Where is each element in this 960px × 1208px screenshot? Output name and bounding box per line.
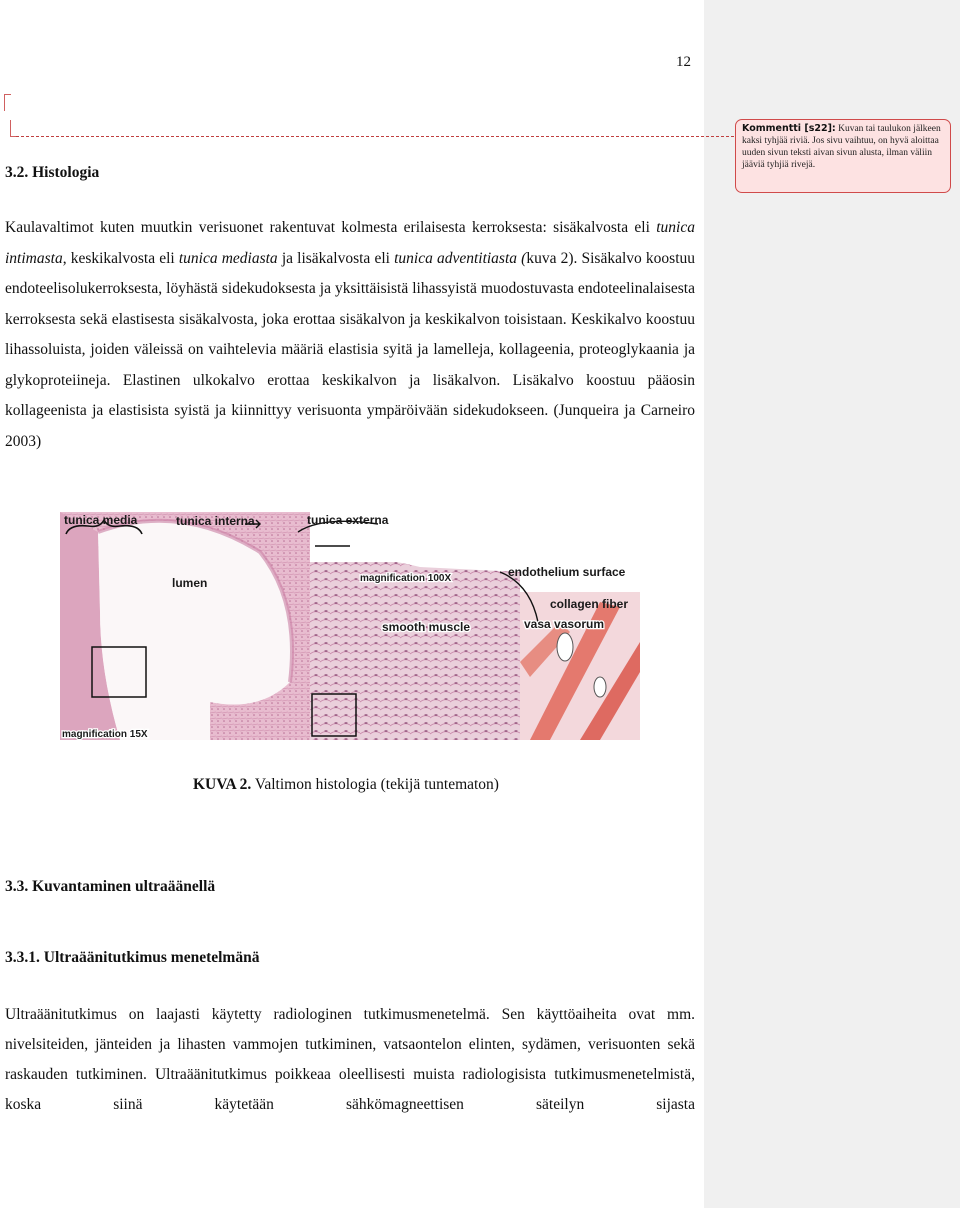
caption-label: KUVA 2. xyxy=(193,776,252,793)
caption-text: Valtimon histologia (tekijä tuntematon) xyxy=(251,776,499,793)
para1-term-media: tunica mediasta xyxy=(178,249,278,267)
comment-title: Kommentti [s22]: xyxy=(742,123,836,134)
para1-text-1: Kaulavaltimot kuten muutkin verisuonet rakentuvat kolmesta erilaisesta kerroksesta: sisäkalvosta eli xyxy=(5,219,657,236)
para1-term-adventitia: tunica adventitiasta ( xyxy=(394,249,527,267)
label-tunica-interna: tunica interna xyxy=(176,514,255,528)
paragraph-ultrasound: Ultraäänitutkimus on laajasti käytetty radiologinen tutkimusmenetelmä. Sen käyttöaiheita ovat mm. nivelsiteiden, jänteiden ja lihasten vammojen tutkiminen, vatsaontelon elinten, sydämen, verisuonten sekä raskauden tutkiminen. Ultraäänitutkimus poikkeaa oleellisesti muista radiologisista tutkimusmenetelmistä, koska siinä käytetään sähkömagneettisen säteilyn sijasta xyxy=(5,1006,695,1113)
label-tunica-media: tunica media xyxy=(64,513,138,527)
figure-caption xyxy=(193,776,499,794)
para1-term-intima: tunica intimasta xyxy=(5,219,695,267)
smooth-muscle-panel xyxy=(310,562,520,740)
label-magnification-100x: magnification 100X xyxy=(360,573,452,584)
subsection-heading-method: 3.3.1. Ultraäänitutkimus menetelmänä xyxy=(5,949,260,966)
section-heading-ultrasound: 3.3. Kuvantaminen ultraäänellä xyxy=(5,878,216,895)
label-smooth-muscle: smooth muscle xyxy=(382,620,471,634)
label-tunica-externa: tunica externa xyxy=(307,513,389,527)
comment-balloon[interactable] xyxy=(735,119,951,193)
label-vasa-vasorum: vasa vasorum xyxy=(524,617,605,631)
page-number: 12 xyxy=(676,54,691,70)
label-magnification-15x: magnification 15X xyxy=(62,729,148,740)
para1-text-2: , keskikalvosta eli xyxy=(62,249,179,267)
label-endothelium-surface: endothelium surface xyxy=(508,565,626,579)
histology-figure xyxy=(60,512,640,740)
paragraph-histologia xyxy=(5,213,695,457)
comment-anchor-bracket xyxy=(4,94,11,111)
label-collagen-fiber: collagen fiber xyxy=(550,597,629,611)
histology-illustration xyxy=(60,512,640,740)
label-lumen: lumen xyxy=(172,576,208,590)
para1-text-4: kuva 2). Sisäkalvo koostuu endoteelisolukerroksesta, löyhästä sidekudoksesta ja yksittäisistä lihassyistä muodostuvasta endoteelinalaisesta kerroksesta sekä elastisesta sisäkalvosta, joka erottaa sisäkalvon ja keskikalvon toisistaan. Keskikalvo koostuu lihassoluista, joiden väleissä on vaihtelevia määriä elastisia syitä ja lamelleja, kollageenia, proteoglykaania ja glykoproteiineja. Elastinen ulkokalvo erottaa keskikalvon ja lisäkalvon. Lisäkalvo koostuu pääosin kollageenista ja elastisista syistä ja kiinnittyy verisuonta ympäröivään sidekudokseen. (Junqueira ja Carneiro 2003) xyxy=(5,249,696,450)
comment-text: Kuvan tai taulukon jälkeen kaksi tyhjää riviä. Jos sivu vaihtuu, on hyvä aloittaa uuden sivun teksti aivan sivun alusta, ilman väliin jääviä tyhjiä rivejä. xyxy=(742,124,941,170)
comment-connector-line xyxy=(16,136,734,137)
section-heading-histologia: 3.2. Histologia xyxy=(5,164,100,181)
comment-anchor-bracket-lower xyxy=(10,120,17,137)
para1-text-3: ja lisäkalvosta eli xyxy=(277,249,395,267)
